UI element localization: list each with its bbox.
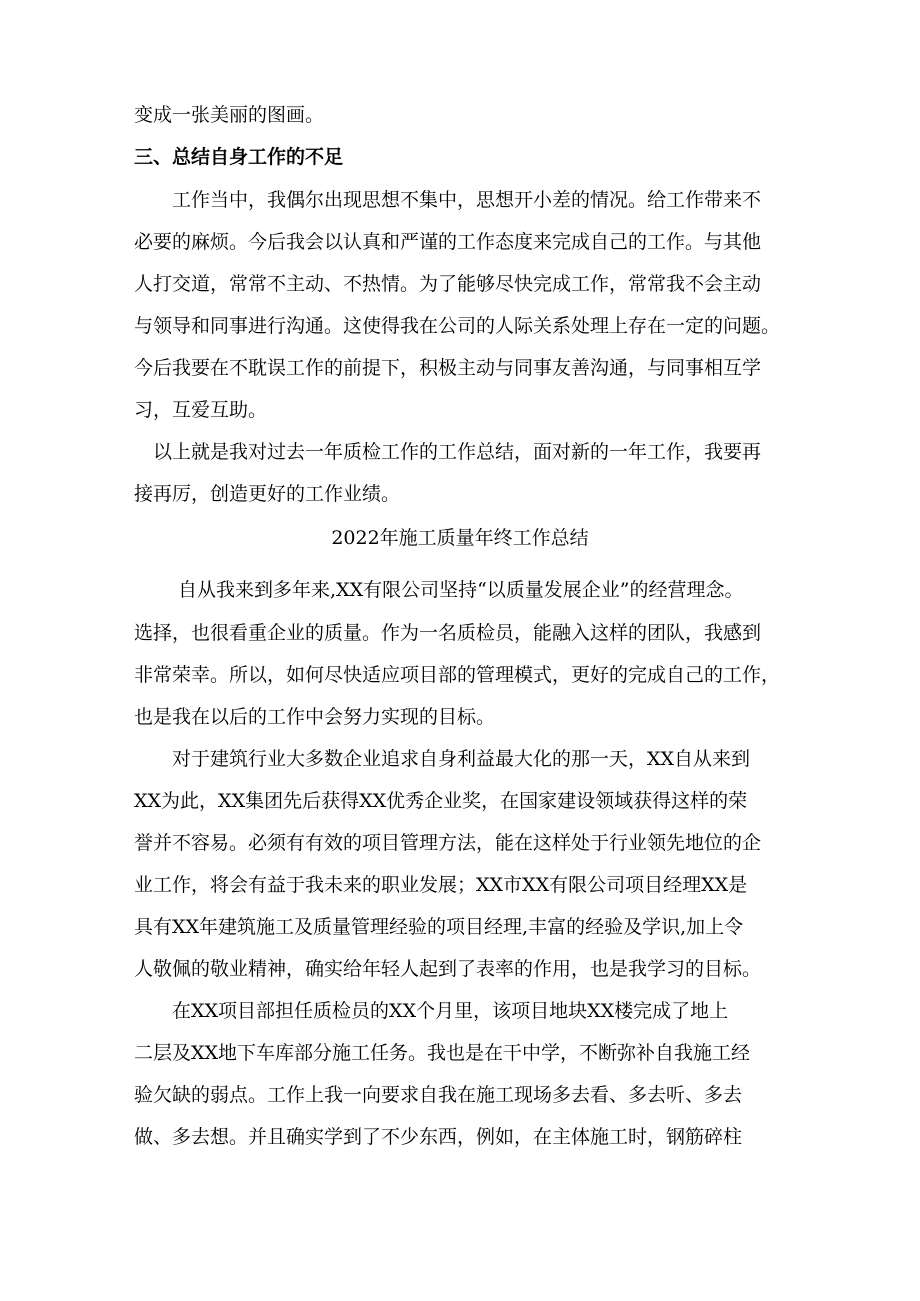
- paragraph-line: 二层及XX地下车库部分施工任务。我也是在干中学，不断弥补自我施工经: [134, 1042, 751, 1064]
- article-title: 2022年施工质量年终工作总结: [331, 527, 589, 549]
- section-heading: 三、总结自身工作的不足: [134, 146, 344, 168]
- paragraph-line: 业工作，将会有益于我未来的职业发展；XX市XX有限公司项目经理XX是: [134, 874, 748, 896]
- paragraph-line: 誉并不容易。必须有有效的项目管理方法，能在这样处于行业领先地位的企: [134, 832, 762, 854]
- paragraph-line: 今后我要在不耽误工作的前提下，积极主动与同事友善沟通，与同事相互学: [134, 357, 762, 379]
- paragraph-line: 自从我来到多年来,XX有限公司坚持“以质量发展企业”的经营理念。: [178, 579, 744, 601]
- paragraph-line: XX为此，XX集团先后获得XX优秀企业奖，在国家建设领域获得这样的荣: [134, 790, 748, 812]
- paragraph-line: 在XX项目部担任质检员的XX个月里，该项目地块XX楼完成了地上: [172, 1000, 729, 1022]
- paragraph-line: 具有XX年建筑施工及质量管理经验的项目经理,丰富的经验及学识,加上令: [134, 916, 744, 938]
- prev-paragraph-tail: 变成一张美丽的图画。: [134, 104, 325, 126]
- paragraph-line: 必要的麻烦。今后我会以认真和严谨的工作态度来完成自己的工作。与其他: [134, 231, 762, 253]
- paragraph-line: 验欠缺的弱点。工作上我一向要求自我在施工现场多去看、多去听、多去: [134, 1084, 743, 1106]
- conclusion-line: 以上就是我对过去一年质检工作的工作总结，面对新的一年工作，我要再: [153, 441, 762, 463]
- paragraph-line: 做、多去想。并且确实学到了不少东西，例如，在主体施工时，钢筋碎柱: [134, 1126, 743, 1148]
- paragraph-line: 非常荣幸。所以，如何尽快适应项目部的管理模式，更好的完成自己的工作，: [134, 664, 781, 686]
- paragraph-line: 对于建筑行业大多数企业追求自身利益最大化的那一天，XX自从来到: [172, 748, 751, 770]
- paragraph-line: 也是我在以后的工作中会努力实现的目标。: [134, 706, 496, 728]
- conclusion-line: 接再厉，创造更好的工作业绩。: [134, 483, 401, 505]
- paragraph-line: 习，互爱互助。: [134, 399, 268, 421]
- paragraph-line: 与领导和同事进行沟通。这使得我在公司的人际关系处理上存在一定的问题。: [134, 315, 781, 337]
- paragraph-line: 人敬佩的敬业精神，确实给年轻人起到了表率的作用，也是我学习的目标。: [134, 958, 762, 980]
- paragraph-line: 人打交道，常常不主动、不热情。为了能够尽快完成工作，常常我不会主动: [134, 273, 762, 295]
- paragraph-line: 选择，也很看重企业的质量。作为一名质检员，能融入这样的团队，我感到: [134, 622, 762, 644]
- paragraph-line: 工作当中，我偶尔出现思想不集中，思想开小差的情况。给工作带来不: [172, 189, 762, 211]
